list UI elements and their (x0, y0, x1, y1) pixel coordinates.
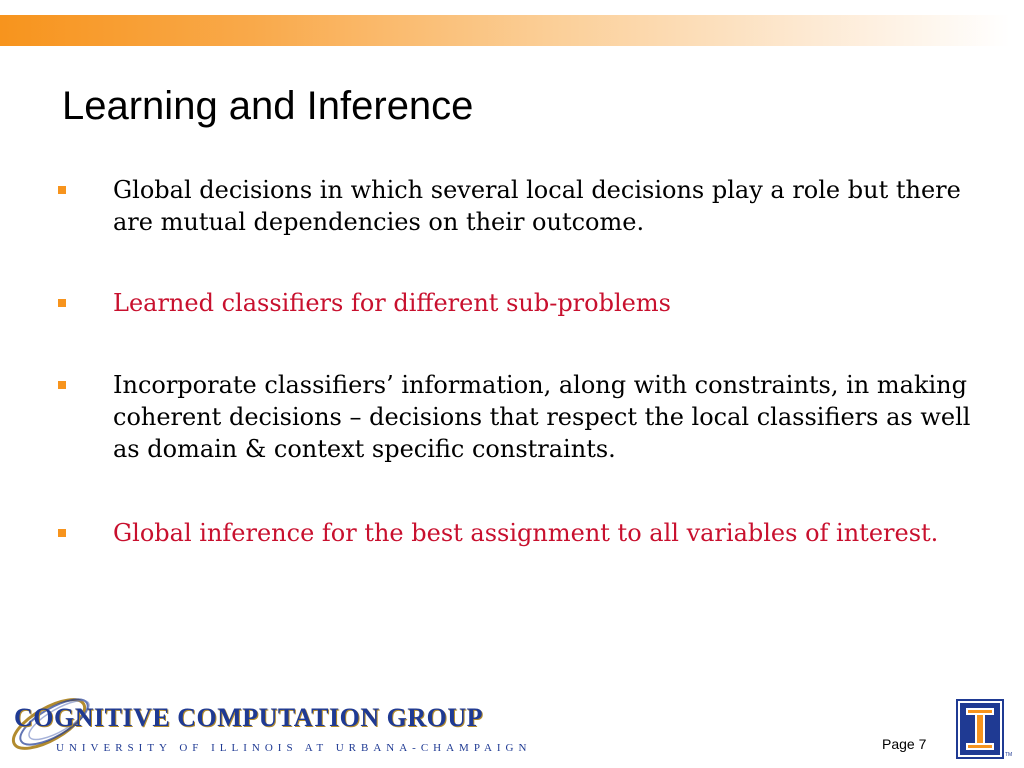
bullet-square-icon (58, 186, 66, 194)
bullet-text: Global decisions in which several local decisions play a role but there are mutual dependencies on their outcome. (113, 176, 961, 236)
bullet-text: Global inference for the best assignment to all variables of interest. (113, 519, 939, 547)
top-gradient-bar (0, 15, 1010, 46)
bullet-text: Learned classifiers for different sub-problems (113, 289, 671, 317)
illinois-block-i-icon (956, 699, 1004, 759)
bullet-square-icon (58, 529, 66, 537)
slide-title: Learning and Inference (62, 84, 474, 128)
logo-name: COGNITIVE COMPUTATION GROUP (14, 703, 483, 732)
trademark-label: TM (1005, 752, 1013, 758)
bullet-square-icon (58, 299, 66, 307)
bullet-square-icon (58, 381, 66, 389)
logo-university: UNIVERSITY OF ILLINOIS AT URBANA-CHAMPAIGN (56, 742, 532, 754)
page-number: Page 7 (882, 736, 927, 752)
cognitive-computation-group-logo (4, 684, 532, 764)
bullet-text: Incorporate classifiers’ information, along with constraints, in making coherent decisions – decisions that respect the local classifiers as well as domain & context specific constraints. (113, 371, 971, 463)
